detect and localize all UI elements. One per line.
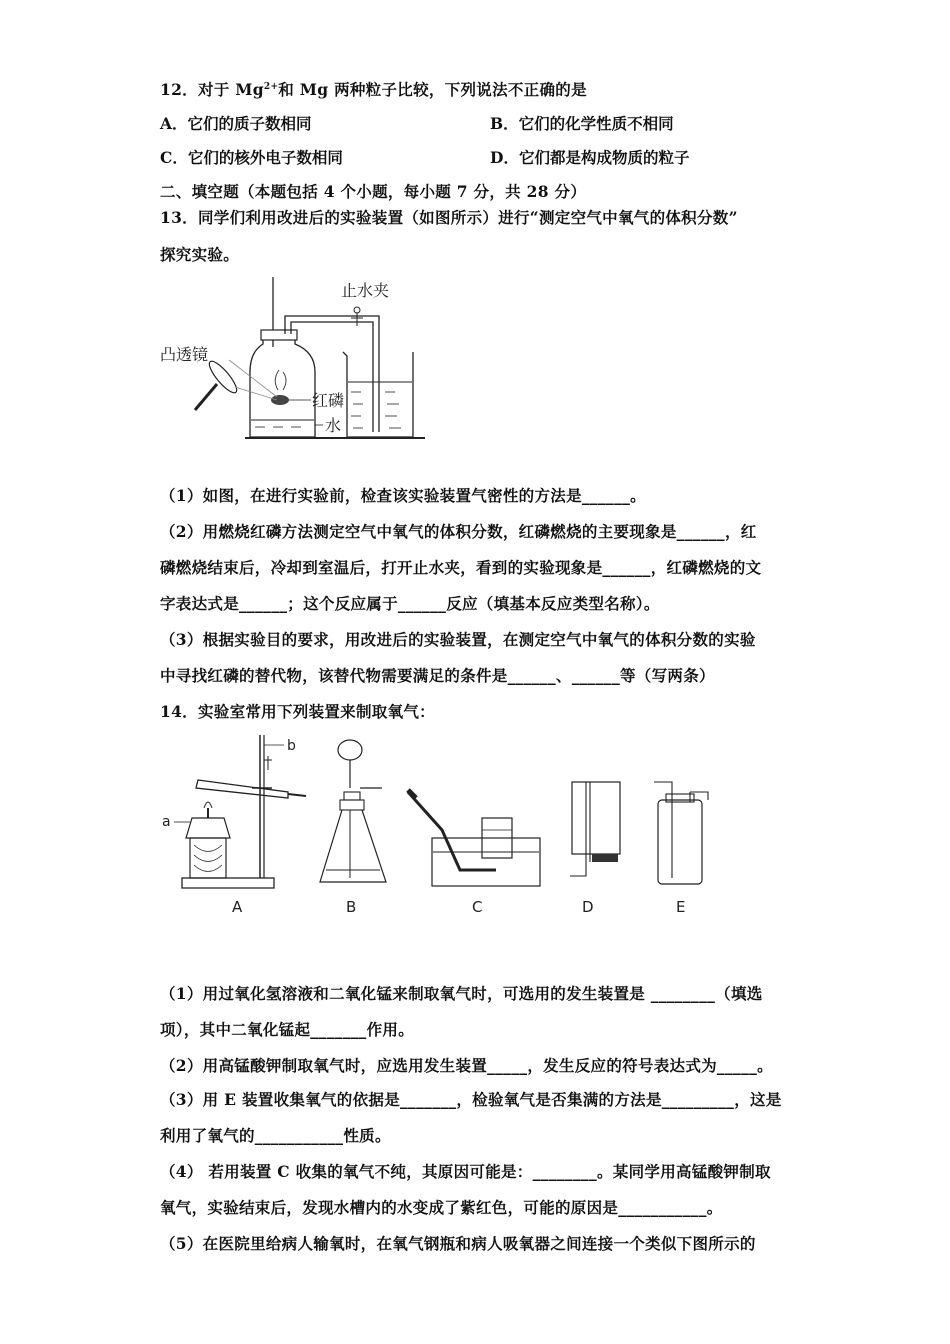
q14-sub1-line2: 项），其中二氧化锰起_______作用。: [160, 1020, 415, 1039]
red-phosphorus-spoon: [271, 395, 289, 405]
section-heading: 二、填空题（本题包括 4 个小题，每小题 7 分，共 28 分）: [160, 182, 587, 201]
q13-sub1: （1）如图，在进行实验前，检查该实验装置气密性的方法是______。: [160, 486, 646, 505]
beaker: [343, 352, 413, 437]
apparatus-a: [162, 735, 306, 916]
svg-text:B: B: [346, 898, 357, 916]
q14-sub3-line1: （3）用 E 装置收集氧气的依据是_______，检验氧气是否集满的方法是_________，这是: [160, 1090, 782, 1109]
svg-text:b: b: [287, 738, 296, 754]
label-clamp: 止水夹: [341, 281, 390, 300]
q14-sub1-line1: （1）用过氧化氢溶液和二氧化锰来制取氧气时，可选用的发生装置是 ________（填选: [160, 984, 763, 1003]
q14-sub3-line2: 利用了氧气的___________性质。: [160, 1126, 391, 1145]
svg-text:D: D: [582, 898, 594, 916]
q13-stem-line1: 13．同学们利用改进后的实验装置（如图所示）进行“测定空气中氧气的体积分数”: [160, 208, 738, 227]
q13-stem-line2: 探究实验。: [160, 245, 240, 264]
q12-option-c: C．它们的核外电子数相同: [160, 148, 343, 167]
q14-sub4-line1: （4） 若用装置 C 收集的氧气不纯，其原因可能是：________。某同学用高锰酸钾制取: [160, 1162, 771, 1181]
label-water: 水: [325, 416, 342, 435]
q13-sub2-line3: 字表达式是______；这个反应属于______反应（填基本反应类型名称）。: [160, 594, 660, 613]
delivery-tube: [285, 316, 379, 432]
q14-sub2: （2）用高锰酸钾制取氧气时，应选用发生装置_____，发生反应的符号表达式为_____。: [160, 1056, 773, 1075]
label-phosphorus: 红磷: [312, 391, 345, 410]
svg-text:E: E: [676, 898, 686, 916]
q14-sub5: （5）在医院里给病人输氧时，在氧气钢瓶和病人吸氧器之间连接一个类似下图所示的: [160, 1234, 756, 1253]
q12-option-d: D．它们都是构成物质的粒子: [490, 148, 690, 167]
q13-sub3-line2: 中寻找红磷的替代物，该替代物需要满足的条件是______、______等（写两条）: [160, 666, 715, 685]
q14-apparatus-figure: [160, 730, 730, 920]
q14-stem: 14．实验室常用下列装置来制取氧气：: [160, 702, 435, 721]
apparatus-d: [570, 782, 620, 916]
bottle: [250, 334, 315, 437]
label-lens: 凸透镜: [160, 345, 209, 364]
svg-text:a: a: [162, 814, 171, 830]
apparatus-b: [320, 740, 386, 916]
apparatus-c: [408, 790, 540, 916]
q13-sub2-line1: （2）用燃烧红磷方法测定空气中氧气的体积分数，红磷燃烧的主要现象是______，红: [160, 522, 757, 541]
q12-option-a: A．它们的质子数相同: [160, 114, 312, 133]
svg-text:A: A: [232, 898, 243, 916]
q12-stem: 12．对于 $Mg^{2+}$和 Mg 两种粒子比较，下列说法不正确的是: [160, 80, 587, 99]
q13-sub2-line2: 磷燃烧结束后，冷却到室温后，打开止水夹，看到的实验现象是______，红磷燃烧的文: [160, 558, 762, 577]
q14-sub4-line2: 氧气，实验结束后，发现水槽内的水变成了紫红色，可能的原因是___________。: [160, 1198, 723, 1217]
q13-apparatus-figure: [155, 272, 435, 442]
svg-text:C: C: [472, 898, 483, 916]
clamp-icon: [354, 307, 360, 313]
q12-option-b: B．它们的化学性质不相同: [490, 114, 674, 133]
apparatus-e: [654, 782, 708, 916]
q13-sub3-line1: （3）根据实验目的要求，用改进后的实验装置，在测定空气中氧气的体积分数的实验: [160, 630, 756, 649]
